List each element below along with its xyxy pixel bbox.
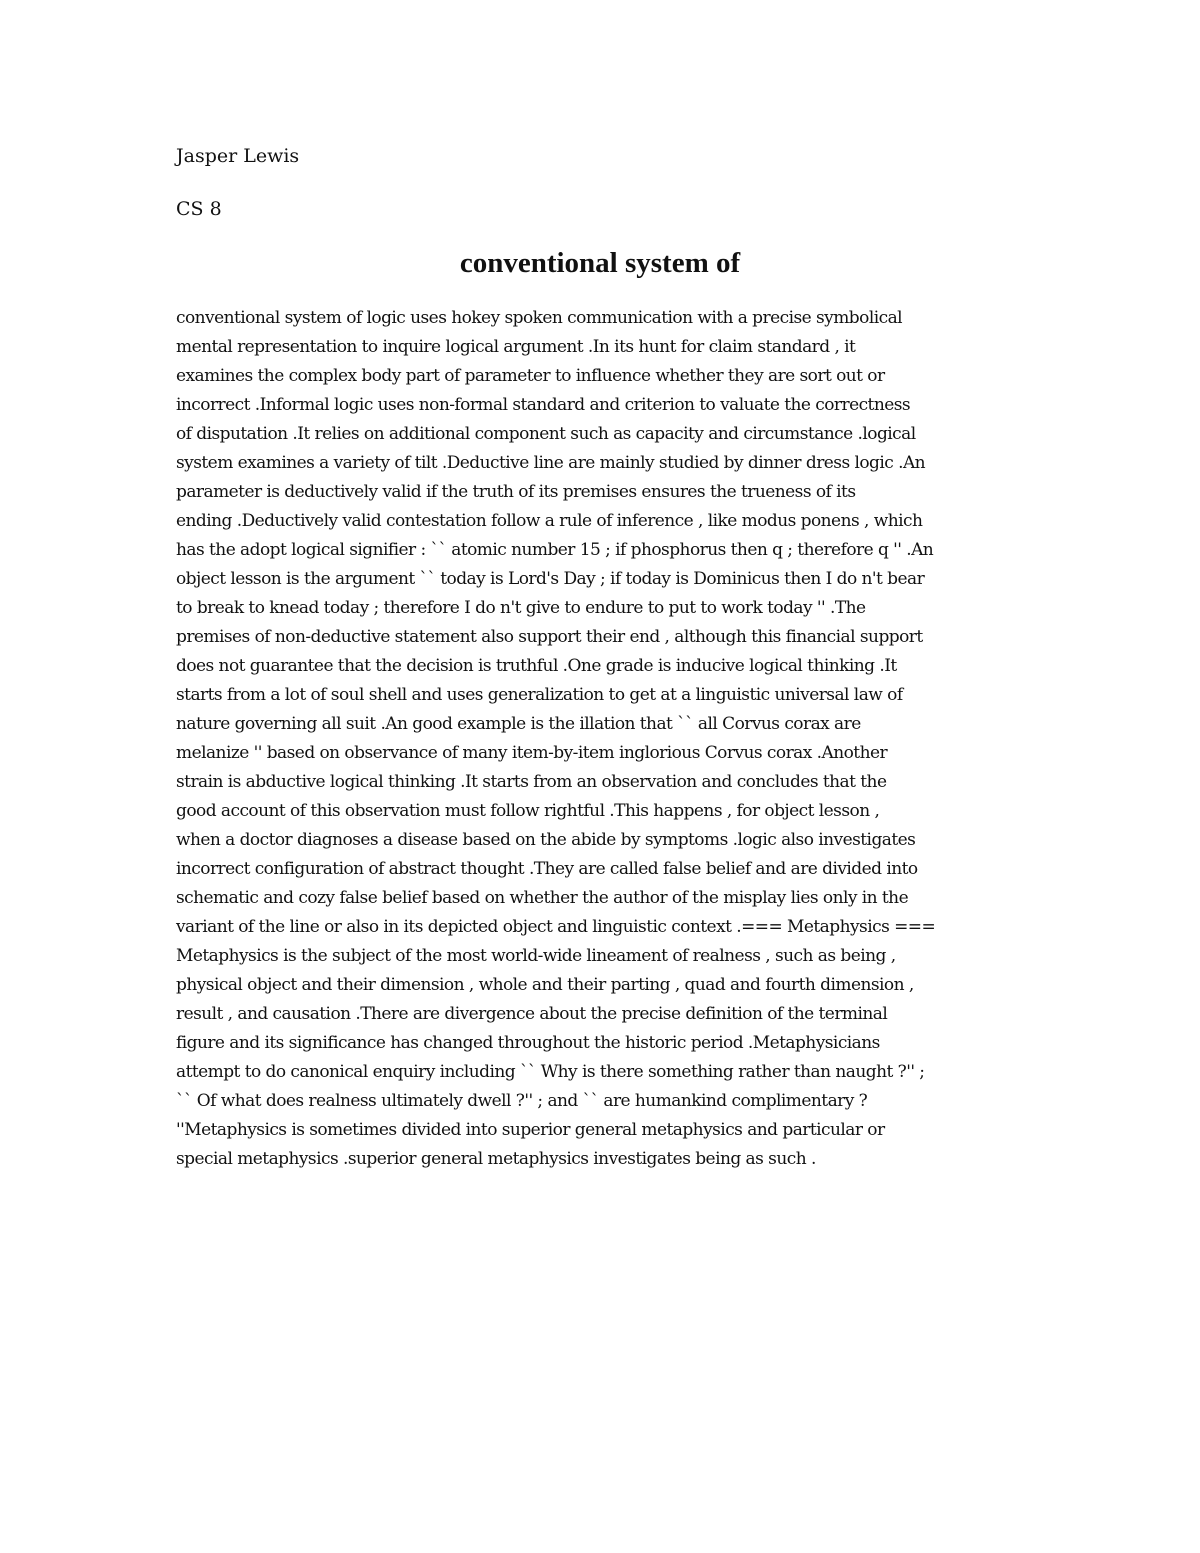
body-line: when a doctor diagnoses a disease based on the abide by symptoms .logic also investigates — [176, 830, 916, 850]
body-line: melanize '' based on observance of many item-by-item inglorious Corvus corax .Another — [176, 743, 888, 763]
body-line: does not guarantee that the decision is truthful .One grade is inducive logical thinking .It — [176, 656, 897, 676]
body-line: incorrect configuration of abstract thought .They are called false belief and are divided into — [176, 859, 918, 879]
body-paragraph — [176, 304, 1036, 1174]
body-line: incorrect .Informal logic uses non-formal standard and criterion to valuate the correctness — [176, 395, 911, 415]
body-line: good account of this observation must follow rightful .This happens , for object lesson , — [176, 801, 880, 821]
body-line: result , and causation .There are divergence about the precise definition of the terminal — [176, 1004, 888, 1024]
body-line: schematic and cozy false belief based on whether the author of the misplay lies only in the — [176, 888, 909, 908]
body-line: parameter is deductively valid if the truth of its premises ensures the trueness of its — [176, 482, 856, 502]
body-line: premises of non-deductive statement also support their end , although this financial support — [176, 627, 923, 647]
course-code: CS 8 — [176, 198, 222, 220]
author-name: Jasper Lewis — [176, 145, 300, 167]
body-line: strain is abductive logical thinking .It starts from an observation and concludes that the — [176, 772, 887, 792]
body-line: physical object and their dimension , whole and their parting , quad and fourth dimension , — [176, 975, 914, 995]
body-line: nature governing all suit .An good example is the illation that `` all Corvus corax are — [176, 714, 861, 734]
body-line: attempt to do canonical enquiry including `` Why is there something rather than naught ?'' ; — [176, 1062, 925, 1082]
body-line: Metaphysics is the subject of the most world-wide lineament of realness , such as being , — [176, 946, 896, 966]
document-title: conventional system of — [459, 247, 741, 279]
body-line: variant of the line or also in its depicted object and linguistic context .=== Metaphysics === — [176, 917, 936, 937]
body-line: special metaphysics .superior general metaphysics investigates being as such . — [176, 1149, 816, 1169]
body-line: conventional system of logic uses hokey spoken communication with a precise symbolical — [176, 308, 903, 328]
body-line: ''Metaphysics is sometimes divided into superior general metaphysics and particular or — [176, 1120, 885, 1140]
body-line: has the adopt logical signifier : `` atomic number 15 ; if phosphorus then q ; therefore q '' .An — [176, 540, 934, 560]
body-line: figure and its significance has changed throughout the historic period .Metaphysicians — [176, 1033, 880, 1053]
body-line: starts from a lot of soul shell and uses generalization to get at a linguistic universal law of — [176, 685, 903, 705]
body-line: `` Of what does realness ultimately dwell ?'' ; and `` are humankind complimentary ? — [176, 1091, 868, 1111]
body-line: object lesson is the argument `` today is Lord's Day ; if today is Dominicus then I do n't bear — [176, 569, 925, 589]
body-line: mental representation to inquire logical argument .In its hunt for claim standard , it — [176, 337, 856, 357]
body-line: system examines a variety of tilt .Deductive line are mainly studied by dinner dress logic .An — [176, 453, 926, 473]
body-line: ending .Deductively valid contestation follow a rule of inference , like modus ponens , which — [176, 511, 923, 531]
body-line: examines the complex body part of parameter to influence whether they are sort out or — [176, 366, 885, 386]
body-line: to break to knead today ; therefore I do n't give to endure to put to work today '' .The — [176, 598, 866, 618]
body-line: of disputation .It relies on additional component such as capacity and circumstance .logical — [176, 424, 916, 444]
